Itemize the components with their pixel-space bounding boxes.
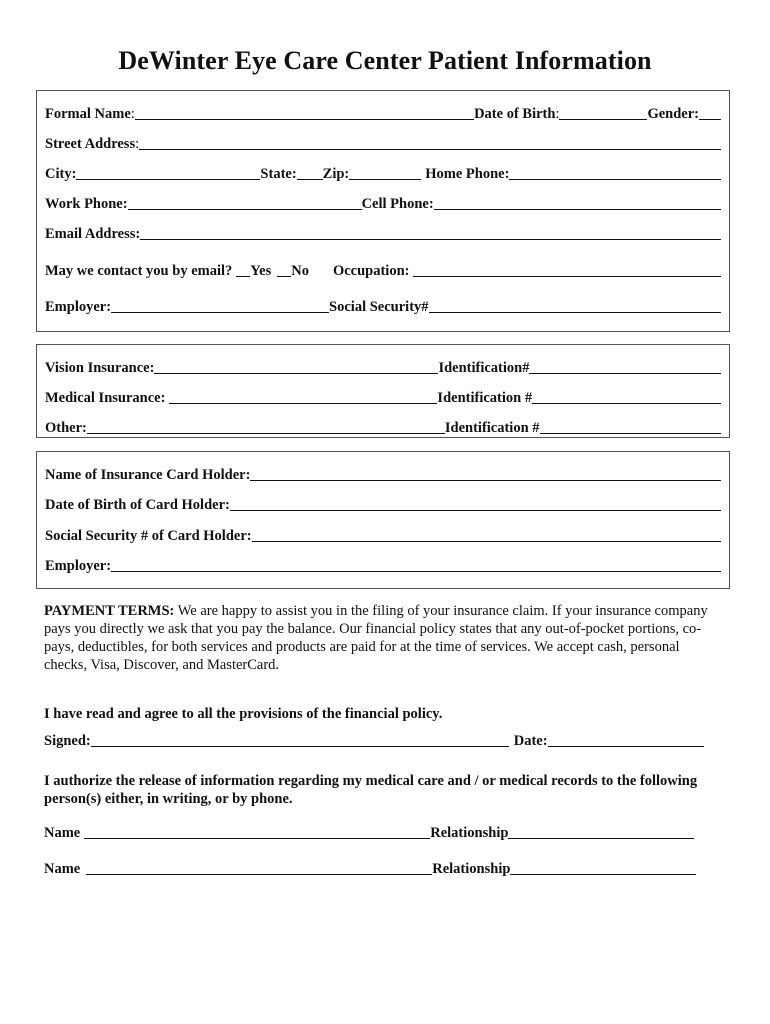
medical-id-field[interactable] — [532, 403, 721, 404]
street-address-label: Street Address — [45, 136, 136, 152]
vision-id-label: Identification# — [438, 360, 530, 376]
date-label: Date: — [513, 733, 548, 749]
release-statement: I authorize the release of information regarding my medical care and / or medical records to the following person(s) either, in writing, or by phone. — [44, 773, 698, 807]
date-field[interactable] — [548, 746, 704, 747]
medical-insurance-field[interactable] — [169, 403, 437, 404]
name2-field[interactable] — [86, 874, 432, 875]
patient-info-section — [36, 90, 730, 332]
payment-terms-body: We are happy to assist you in the filing of your insurance claim. If your insurance company pays you directly we ask that you pay the balance. Our financial policy states that any out-of-pocket portions, co-pays, deductibles, for both services and products are paid for at the time of services. We accept cash, personal checks, Visa, Discover, and MasterCard. — [44, 603, 708, 673]
street-address-field[interactable] — [139, 149, 721, 150]
city-label: City: — [45, 166, 77, 182]
signed-label: Signed: — [44, 733, 91, 749]
holder-employer-field[interactable] — [111, 571, 721, 572]
cell-phone-label: Cell Phone: — [361, 196, 434, 212]
medical-id-label: Identification # — [437, 390, 533, 406]
employer-field[interactable] — [111, 312, 329, 313]
holder-dob-label: Date of Birth of Card Holder: — [45, 497, 230, 513]
work-phone-label: Work Phone: — [45, 196, 128, 212]
relationship1-label: Relationship — [430, 825, 509, 841]
occupation-label: Occupation: — [332, 263, 410, 279]
row-city — [45, 163, 721, 183]
state-field[interactable] — [297, 179, 323, 180]
row-holder-employer — [45, 555, 721, 575]
name1-field[interactable] — [84, 838, 430, 839]
row-holder-name — [45, 464, 721, 484]
other-id-field[interactable] — [540, 433, 721, 434]
vision-id-field[interactable] — [529, 373, 721, 374]
name2-label: Name — [44, 861, 81, 877]
form-title: DeWinter Eye Care Center Patient Information — [118, 46, 652, 75]
cell-phone-field[interactable] — [434, 209, 721, 210]
work-phone-field[interactable] — [128, 209, 362, 210]
holder-dob-field[interactable] — [230, 510, 721, 511]
formal-name-label: Formal Name — [45, 106, 131, 122]
relationship2-field[interactable] — [510, 874, 696, 875]
home-phone-field[interactable] — [509, 179, 721, 180]
contact-email-question: May we contact you by email? — [45, 263, 233, 279]
formal-name-field[interactable] — [135, 119, 474, 120]
vision-insurance-field[interactable] — [154, 373, 438, 374]
dob-label: Date of Birth — [474, 106, 556, 122]
yes-field[interactable] — [236, 276, 250, 277]
email-field[interactable] — [140, 239, 721, 240]
row-name-dob-gender: Formal Name : Date of Birth : Gender: — [45, 103, 721, 123]
row-contact-occupation — [45, 260, 721, 280]
holder-ssn-field[interactable] — [252, 541, 721, 542]
city-field[interactable] — [76, 179, 260, 180]
relationship1-field[interactable] — [508, 838, 694, 839]
holder-name-field[interactable] — [250, 480, 721, 481]
card-holder-section — [36, 451, 730, 589]
insurance-section — [36, 344, 730, 438]
employer-label: Employer: — [45, 299, 112, 315]
gender-label: Gender: — [647, 106, 699, 122]
zip-label: Zip: — [322, 166, 350, 182]
ssn-field[interactable] — [429, 312, 721, 313]
row-medical — [45, 387, 721, 407]
holder-ssn-label: Social Security # of Card Holder: — [45, 528, 252, 544]
payment-terms-heading: PAYMENT TERMS: — [44, 603, 175, 619]
row-holder-ssn — [45, 525, 721, 545]
row-phones — [45, 193, 721, 213]
no-label: No — [291, 263, 309, 279]
no-field[interactable] — [277, 276, 291, 277]
row-street: Street Address : — [45, 133, 721, 153]
name1-label: Name — [44, 825, 81, 841]
vision-insurance-label: Vision Insurance: — [45, 360, 155, 376]
other-id-label: Identification # — [444, 420, 540, 436]
holder-employer-label: Employer: — [45, 558, 112, 574]
other-insurance-label: Other: — [45, 420, 87, 436]
signature-field[interactable] — [91, 746, 509, 747]
state-label: State: — [260, 166, 297, 182]
agreement-statement: I have read and agree to all the provisions of the financial policy. — [44, 706, 443, 722]
yes-label: Yes — [250, 263, 272, 279]
ssn-label: Social Security# — [329, 299, 429, 315]
relationship2-label: Relationship — [432, 861, 511, 877]
row-email — [45, 223, 721, 243]
zip-field[interactable] — [349, 179, 421, 180]
other-insurance-field[interactable] — [87, 433, 445, 434]
row-signed — [44, 733, 716, 750]
row-release-2 — [44, 861, 716, 878]
row-other — [45, 417, 721, 437]
gender-field[interactable] — [699, 119, 721, 120]
dob-field[interactable] — [559, 119, 647, 120]
holder-name-label: Name of Insurance Card Holder: — [45, 467, 251, 483]
payment-terms — [44, 602, 720, 674]
row-employer-ssn — [45, 296, 721, 316]
row-holder-dob — [45, 494, 721, 514]
home-phone-label: Home Phone: — [425, 166, 510, 182]
row-vision — [45, 357, 721, 377]
row-release-1 — [44, 825, 716, 842]
email-label: Email Address: — [45, 226, 141, 242]
medical-insurance-label: Medical Insurance: — [45, 390, 166, 406]
occupation-field[interactable] — [413, 276, 721, 277]
